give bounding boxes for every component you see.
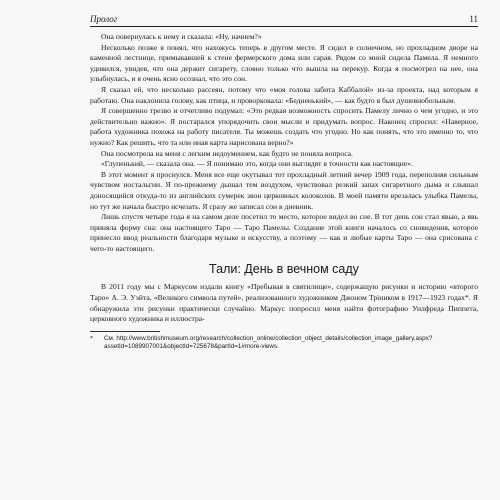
body-paragraph: Лишь спустя четыре года я на самом деле посетил то место, которое видел во сне. В тот день сон стал явью, а явь приняла форму сна: она настоящего Таро — Таро Памелы. Создание этой книги началось со сновидения, которое принесло ввод реальности благодаря музыке и искусству, а поэтому — как и любые карты Таро — она срисована с чего-то настоящего. xyxy=(90,212,478,253)
body-paragraph: Несколько позже я понял, что нахожусь теперь в другом месте. Я сидел в солнечном, но прохладном дворе на каменной лестнице, примыкавшей к стене фермерского дома или сарая. Рядом со мной сидела Памела. Я немного удивился, увидев, что она держит сигарету, словно только что вышла на перекур. Когда я посмотрел на нее, она улыбнулась, и я очень ясно осознал, что это сон. xyxy=(90,42,478,84)
page-number: 11 xyxy=(469,14,478,24)
body-paragraph: Я совершенно трезво и отчетливо подумал: «Это редкая возможность спросить Памелу лично о чем угодно, и это действительно важно». Я постарался упорядочить свои мысли и придумать вопрос. Наконец спросил: «Наверное, работа художника похожа на работу писателя. Ты можешь создать что угодно. Но как понять, что это именно то, что нужно? Как решить, что та или иная карта нарисована верно?» xyxy=(90,106,478,147)
section-paragraph: В 2011 году мы с Маркусом издали книгу «Пребывая в святилище», содержащую рисунки и историю «второго Таро» А. Э. Уэйта, «Великого символа путей», реализованного художником Джоном Трiником в 1917—1923 годах*. Я обнаружила эти рисунки практически случайно. Маркус попросил меня найти фотографию Уилфреда Пиппета, церковного художника и иллюстра- xyxy=(90,282,478,324)
body-paragraph: «Глупенький, — сказала она. — Я понимаю это, когда они выглядят в точности как настоящие». xyxy=(101,159,413,169)
page-header xyxy=(90,14,478,27)
footnote-divider xyxy=(90,331,160,332)
footnote-text[interactable]: См. http://www.britishmuseum.org/research/collection_online/collection_object_details/collection_image_gallery.aspx?assetId=1089907001&objectId=725678&partId=1#more-views. xyxy=(104,334,433,351)
body-paragraph: В этот момент я проснулся. Меня все еще окутывал тот прохладный летний вечер 1909 года, переполняя сильным чувством ностальгии. Я по-прежнему дышал тем воздухом, чувствовал резкий запах сигаретного дыма и слышал доносящийся откуда-то из английских сумерек звон церковных колоколов. В моей памяти врезалась улыбка Памелы, но тут же начала быстро исчезать. Я сразу же записал сон в дневник. xyxy=(90,169,478,211)
footnote-marker: * xyxy=(90,334,94,342)
running-title: Пролог xyxy=(90,14,118,24)
body-paragraph: Я сказал ей, что несколько рассеян, потому что «моя голова забита Каббалой» из-за проекта, над которым я работаю. Она наклонила голову, как птица, и проворковала: «Бедненький», — как будто я был душевнобольным. xyxy=(90,84,478,105)
body-paragraph: Она посмотрела на меня с легким недоумением, как будто не поняла вопроса. xyxy=(101,148,353,158)
body-paragraph: Она повернулась к нему и сказала: «Ну, начнем?» xyxy=(101,32,262,41)
section-heading: Тали: День в вечном саду xyxy=(209,262,359,277)
footnote xyxy=(90,335,478,352)
